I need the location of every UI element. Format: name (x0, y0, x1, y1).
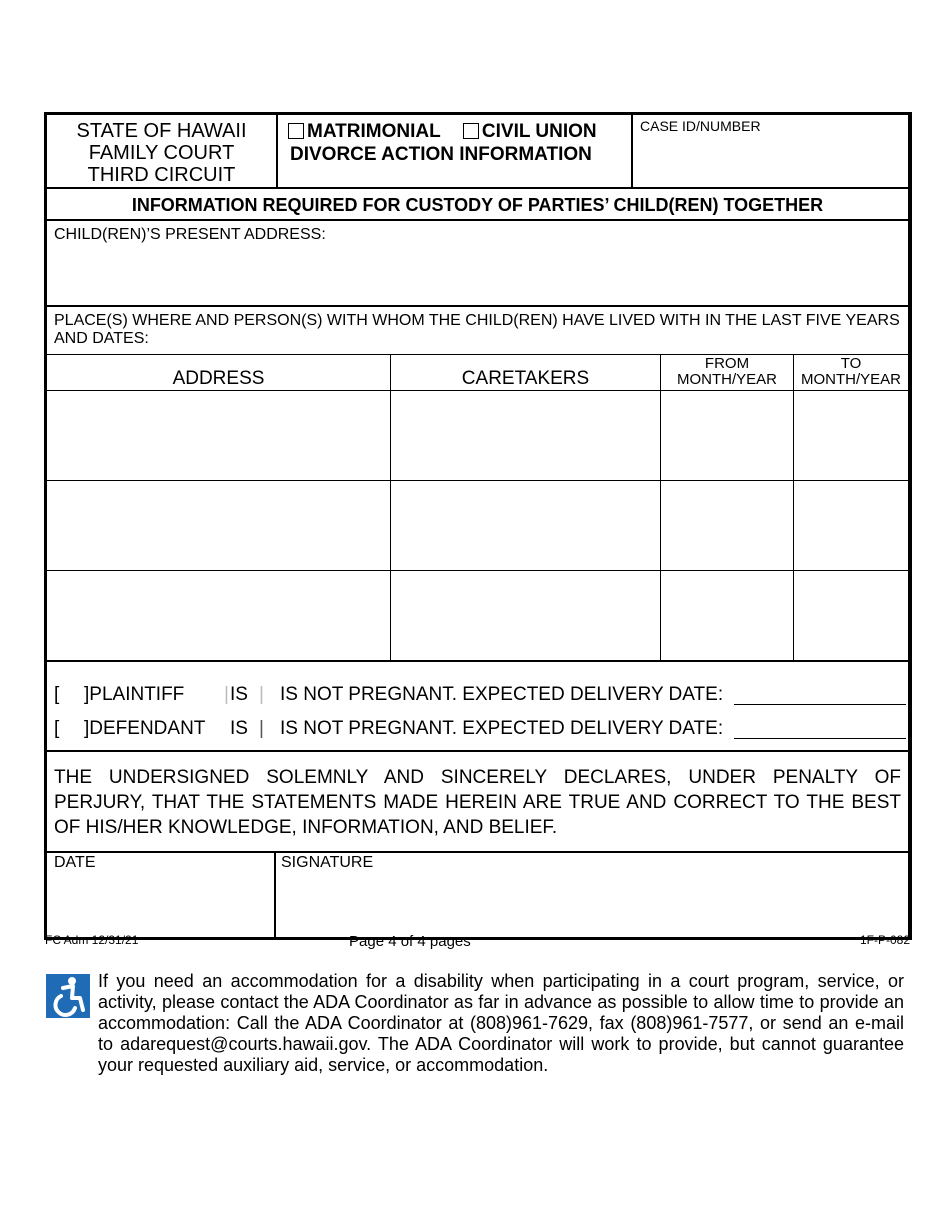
plaintiff-label: ]PLAINTIFF (84, 684, 185, 705)
from-cell[interactable] (661, 481, 794, 571)
title-line2: DIVORCE ACTION INFORMATION (290, 144, 592, 165)
address-cell[interactable] (47, 571, 391, 660)
ada-notice: If you need an accommodation for a disability when participating in a court program, service, or activity, please contact the ADA Coordinator as far in advance as possible to allow time to provide an accommodation: Call the ADA Coordinator at (808)961-7629, fax (808)961-7577, or send an e-mail to adarequest@courts.hawaii.gov. The ADA Coordinator will work to provide, but cannot guarantee your requested auxiliary aid, service, or accommodation. (98, 971, 904, 1075)
address-cell[interactable] (47, 481, 391, 571)
places-label: PLACE(S) WHERE AND PERSON(S) WITH WHOM THE CHILD(REN) HAVE LIVED WITH IN THE LAST FIVE YEARS AND DATES: (47, 307, 908, 355)
col-from (661, 355, 794, 391)
court-family: FAMILY COURT (88, 142, 235, 164)
form-header (47, 115, 908, 189)
court-circuit: THIRD CIRCUIT (87, 164, 236, 186)
form-id: 1F-P-082 (859, 933, 910, 947)
section-title: INFORMATION REQUIRED FOR CUSTODY OF PARTIES’ CHILD(REN) TOGETHER (47, 189, 908, 221)
case-number-field[interactable] (633, 115, 908, 187)
defendant-label: ]DEFENDANT (84, 718, 206, 739)
from-cell[interactable] (661, 391, 794, 481)
defendant-pregnancy-text: IS NOT PREGNANT. EXPECTED DELIVERY DATE: (280, 718, 724, 739)
civil-union-label: CIVIL UNION (481, 121, 597, 142)
caretakers-cell[interactable] (391, 391, 661, 481)
col-from-line2: MONTH/YEAR (676, 371, 777, 388)
declaration: THE UNDERSIGNED SOLEMNLY AND SINCERELY DECLARES, UNDER PENALTY OF PERJURY, THAT THE STATEMENTS MADE HEREIN ARE TRUE AND CORRECT TO THE BEST OF HIS/HER KNOWLEDGE, INFORMATION, AND BELIEF. (47, 752, 908, 853)
divorce-action-form (44, 112, 912, 940)
col-to (794, 355, 908, 391)
children-address-label: CHILD(REN)’S PRESENT ADDRESS: (54, 226, 326, 243)
to-cell[interactable] (794, 391, 908, 481)
plaintiff-delivery-date[interactable] (734, 684, 906, 705)
signature-field[interactable] (276, 853, 908, 937)
defendant-bracket-open[interactable]: [ (54, 718, 60, 739)
caretakers-cell[interactable] (391, 481, 661, 571)
defendant-delivery-date[interactable] (734, 718, 906, 739)
plaintiff-bracket-open[interactable]: [ (54, 684, 60, 705)
col-address: ADDRESS (47, 355, 391, 391)
from-cell[interactable] (661, 571, 794, 660)
signature-row (47, 853, 908, 937)
col-caretakers: CARETAKERS (391, 355, 661, 391)
plaintiff-is[interactable]: IS (230, 684, 248, 705)
residence-table (47, 355, 908, 662)
form-title (278, 115, 633, 187)
to-cell[interactable] (794, 481, 908, 571)
defendant-is[interactable]: IS (230, 718, 248, 739)
plaintiff-pregnancy-text: IS NOT PREGNANT. EXPECTED DELIVERY DATE: (280, 684, 724, 705)
court-name (47, 115, 278, 187)
date-label: DATE (54, 854, 96, 871)
case-number-label: CASE ID/NUMBER (640, 118, 761, 134)
to-cell[interactable] (794, 571, 908, 660)
matrimonial-checkbox[interactable] (288, 123, 304, 139)
children-address-field[interactable] (47, 221, 908, 307)
accessibility-icon (46, 974, 90, 1018)
court-state: STATE OF HAWAII (76, 120, 247, 142)
date-field[interactable] (47, 853, 276, 937)
col-to-line1: TO (840, 355, 862, 372)
address-cell[interactable] (47, 391, 391, 481)
col-from-line1: FROM (704, 355, 750, 372)
page-number: Page 4 of 4 pages (349, 933, 471, 950)
form-code: FC Adm 12/31/21 (45, 933, 139, 947)
signature-label: SIGNATURE (281, 854, 374, 871)
caretakers-cell[interactable] (391, 571, 661, 660)
matrimonial-label: MATRIMONIAL (307, 121, 441, 142)
col-to-line2: MONTH/YEAR (800, 371, 901, 388)
pregnancy-section: [ ]PLAINTIFF | IS | IS NOT PREGNANT. EXPECTED DELIVERY DATE: [ ]DEFENDANT IS | IS NOT PREGNANT. EXPECTED DELIVERY DATE: (47, 662, 908, 752)
civil-union-checkbox[interactable] (463, 123, 479, 139)
